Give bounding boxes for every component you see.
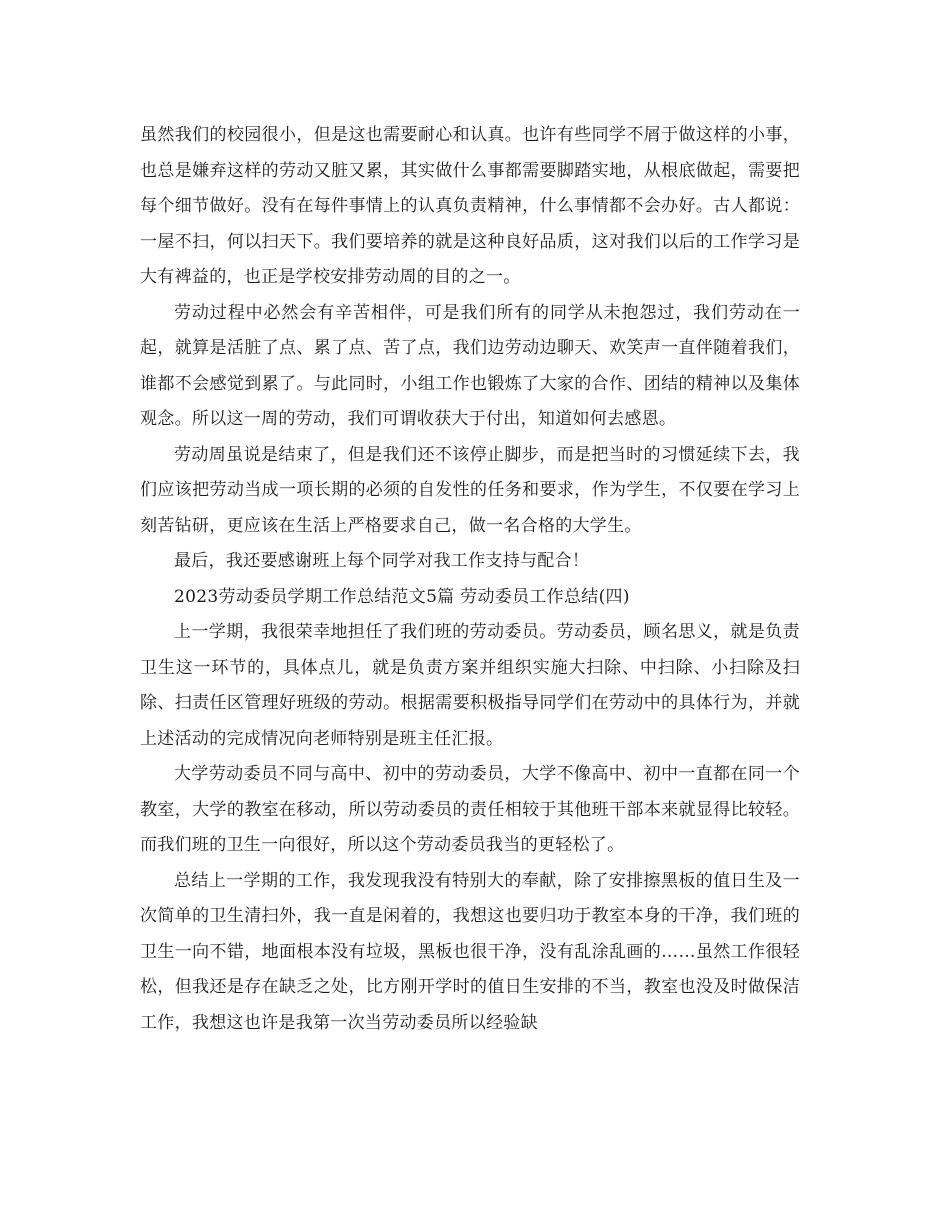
paragraph: 劳动过程中必然会有辛苦相伴，可是我们所有的同学从未抱怨过，我们劳动在一起，就算是活脏了点、累了点、苦了点，我们边劳动边聊天、欢笑声一直伴随着我们，谁都不会感觉到累了。与此同时，小组工作也锻炼了大家的合作、团结的精神以及集体观念。所以这一周的劳动，我们可谓收获大于付出，知道如何去感恩。: [140, 302, 800, 429]
document-page: [140, 118, 800, 1041]
paragraph: 总结上一学期的工作，我发现我没有特别大的奉献，除了安排擦黑板的值日生及一次简单的卫生清扫外，我一直是闲着的，我想这也要归功于教室本身的干净，我们班的卫生一向不错，地面根本没有垃圾，黑板也很干净，没有乱涂乱画的……虽然工作很轻松，但我还是存在缺乏之处，比方刚开学时的值日生安排的不当，教室也没及时做保洁工作，我想这也许是我第一次当劳动委员所以经验缺: [140, 870, 800, 1033]
paragraph: 上一学期，我很荣幸地担任了我们班的劳动委员。劳动委员，顾名思义，就是负责卫生这一环节的，具体点儿，就是负责方案并组织实施大扫除、中扫除、小扫除及扫除、扫责任区管理好班级的劳动。根据需要积极指导同学们在劳动中的具体行为，并就上述活动的完成情况向老师特别是班主任汇报。: [140, 622, 800, 749]
paragraph: 最后，我还要感谢班上每个同学对我工作支持与配合！: [174, 551, 590, 571]
paragraph: 劳动周虽说是结束了，但是我们还不该停止脚步，而是把当时的习惯延续下去，我们应该把劳动当成一项长期的必须的自发性的任务和要求，作为学生，不仅要在学习上刻苦钻研，更应该在生活上严格要求自己，做一名合格的大学生。: [140, 444, 800, 536]
section-heading: 2023劳动委员学期工作总结范文5篇 劳动委员工作总结(四): [174, 586, 630, 607]
paragraph: 大学劳动委员不同与高中、初中的劳动委员，大学不像高中、初中一直都在同一个教室，大学的教室在移动，所以劳动委员的责任相较于其他班干部本来就显得比较轻。而我们班的卫生一向很好，所以这个劳动委员我当的更轻松了。: [140, 764, 800, 855]
paragraph: 虽然我们的校园很小，但是这也需要耐心和认真。也许有些同学不屑于做这样的小事，也总是嫌弃这样的劳动又脏又累，其实做什么事都需要脚踏实地，从根底做起，需要把每个细节做好。没有在每件事情上的认真负责精神，什么事情都不会办好。古人都说：一屋不扫，何以扫天下。我们要培养的就是这种良好品质，这对我们以后的工作学习是大有裨益的，也正是学校安排劳动周的目的之一。: [140, 125, 800, 287]
